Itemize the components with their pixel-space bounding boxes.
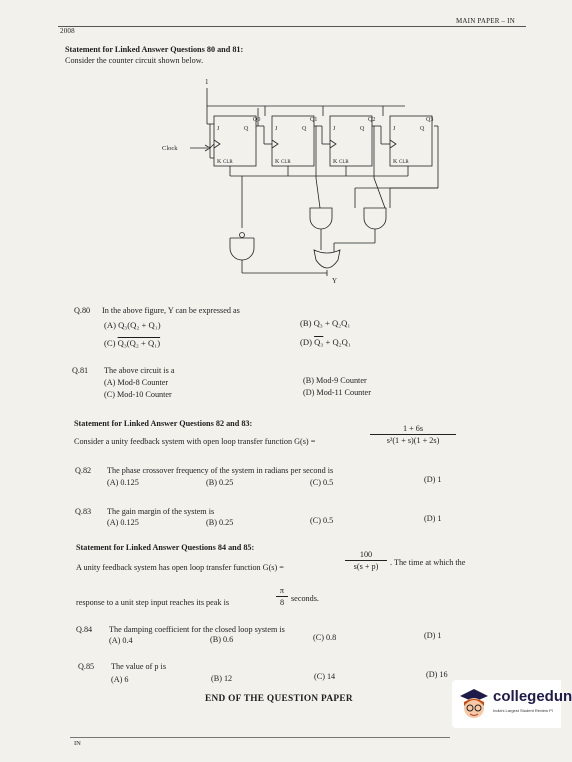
q82-stem: The phase crossover frequency of the system in radians per second is — [107, 466, 334, 475]
q82-number: Q.82 — [75, 466, 92, 475]
q84-stem: The damping coefficient for the closed loop system is — [109, 625, 285, 634]
q83-option-d[interactable]: (D) 1 — [424, 514, 442, 523]
s2-heading: Statement for Linked Answer Questions 82 and 83: — [74, 419, 253, 428]
s3-peak-time: π 8 — [276, 586, 288, 607]
s2-text: Consider a unity feedback system with open loop transfer function G(s) = — [74, 437, 316, 446]
svg-text:J: J — [393, 126, 396, 132]
collegedunia-watermark — [452, 680, 572, 728]
q82-option-d[interactable]: (D) 1 — [424, 475, 442, 484]
s1-text: Consider the counter circuit shown below. — [65, 56, 204, 65]
q85-stem: The value of p is — [111, 662, 167, 671]
flipflop-3 — [390, 116, 432, 166]
q84-option-c[interactable]: (C) 0.8 — [313, 633, 337, 642]
q81-option-c[interactable]: (C) Mod-10 Counter — [104, 390, 172, 399]
q3-label: Q3 — [426, 117, 434, 123]
q83-option-a[interactable]: (A) 0.125 — [107, 518, 139, 527]
flipflop-2 — [330, 116, 372, 166]
q81-option-a[interactable]: (A) Mod-8 Counter — [104, 378, 169, 387]
q83-number: Q.83 — [75, 507, 92, 516]
q80-option-a[interactable]: (A) Q₃(Q₂ + Q₁) — [104, 320, 161, 330]
svg-text:Q: Q — [302, 126, 307, 132]
s3-text: A unity feedback system has open loop transfer function G(s) = — [76, 563, 284, 572]
s3-heading: Statement for Linked Answer Questions 84 and 85: — [76, 543, 255, 552]
svg-text:CLR: CLR — [223, 160, 233, 165]
q85-option-a[interactable]: (A) 6 — [111, 675, 129, 684]
svg-text:J: J — [217, 126, 220, 132]
q83-option-b[interactable]: (B) 0.25 — [206, 518, 234, 527]
q84-option-d[interactable]: (D) 1 — [424, 631, 442, 640]
q81-stem: The above circuit is a — [104, 366, 175, 375]
q85-option-b[interactable]: (B) 12 — [211, 674, 233, 683]
logo-name: collegedun — [493, 688, 572, 705]
s2-transfer-function: 1 + 6s s²(1 + s)(1 + 2s) — [370, 424, 456, 445]
q80-option-c[interactable]: (C) Q₃(Q₂ + Q₁) — [104, 338, 161, 348]
q85-option-c[interactable]: (C) 14 — [314, 672, 336, 681]
q2-label: Q2 — [368, 117, 376, 123]
q82-option-b[interactable]: (B) 0.25 — [206, 478, 234, 487]
q82-option-c[interactable]: (C) 0.5 — [310, 478, 334, 487]
q85-option-d[interactable]: (D) 16 — [426, 670, 448, 679]
q85-number: Q.85 — [78, 662, 95, 671]
svg-text:J: J — [333, 126, 336, 132]
nand-gate — [230, 238, 254, 260]
svg-text:J: J — [275, 126, 278, 132]
and-gate-1 — [310, 208, 332, 229]
s3-line2: response to a unit step input reaches its peak is — [76, 598, 230, 607]
svg-text:CLR: CLR — [339, 160, 349, 165]
logo-tagline: India's Largest Student Review Pl — [493, 708, 553, 713]
end-of-paper: END OF THE QUESTION PAPER — [205, 694, 353, 704]
output-label: Y — [332, 277, 338, 285]
s3-transfer-function: 100 s(s + p) — [345, 550, 387, 571]
q83-stem: The gain margin of the system is — [107, 507, 215, 516]
and-gate-2 — [364, 208, 386, 229]
svg-text:Q: Q — [360, 126, 365, 132]
footer-rule — [70, 737, 450, 738]
q81-number: Q.81 — [72, 366, 89, 375]
or-gate — [314, 250, 340, 268]
header-year: 2008 — [60, 27, 75, 35]
input-label: 1 — [205, 78, 209, 86]
svg-text:Q: Q — [244, 126, 249, 132]
svg-text:K: K — [275, 159, 280, 165]
q84-number: Q.84 — [76, 625, 93, 634]
svg-text:CLR: CLR — [399, 160, 409, 165]
s3-peak-unit: seconds. — [291, 594, 319, 603]
q82-option-a[interactable]: (A) 0.125 — [107, 478, 139, 487]
header-rule — [58, 26, 526, 27]
q83-option-c[interactable]: (C) 0.5 — [310, 516, 334, 525]
q81-option-b[interactable]: (B) Mod-9 Counter — [303, 376, 367, 385]
q80-stem: In the above figure, Y can be expressed as — [102, 306, 240, 315]
footer-code: IN — [74, 740, 81, 747]
q80-option-b[interactable]: (B) Q₃ + Q₂Q₁ — [300, 318, 351, 328]
q81-option-d[interactable]: (D) Mod-11 Counter — [303, 388, 371, 397]
s1-heading: Statement for Linked Answer Questions 80 and 81: — [65, 45, 244, 54]
flipflop-1 — [272, 116, 314, 166]
flipflop-0 — [214, 116, 256, 166]
svg-text:K: K — [333, 159, 338, 165]
q84-option-a[interactable]: (A) 0.4 — [109, 636, 133, 645]
clock-label: Clock — [162, 145, 178, 152]
q80-number: Q.80 — [74, 306, 91, 315]
q84-option-b[interactable]: (B) 0.6 — [210, 635, 234, 644]
s3-tail: . The time at which the — [390, 558, 466, 567]
q0-label: Q0 — [253, 117, 261, 123]
q80-option-d[interactable]: (D) Q₃ + Q₂Q₁ — [300, 337, 351, 347]
q1-label: Q1 — [310, 117, 318, 123]
svg-text:K: K — [217, 159, 222, 165]
svg-text:CLR: CLR — [281, 160, 291, 165]
logo-mascot-icon — [456, 684, 492, 724]
svg-text:Q: Q — [420, 126, 425, 132]
svg-text:K: K — [393, 159, 398, 165]
counter-circuit-diagram — [150, 78, 450, 288]
header-paper: MAIN PAPER – IN — [456, 17, 515, 25]
